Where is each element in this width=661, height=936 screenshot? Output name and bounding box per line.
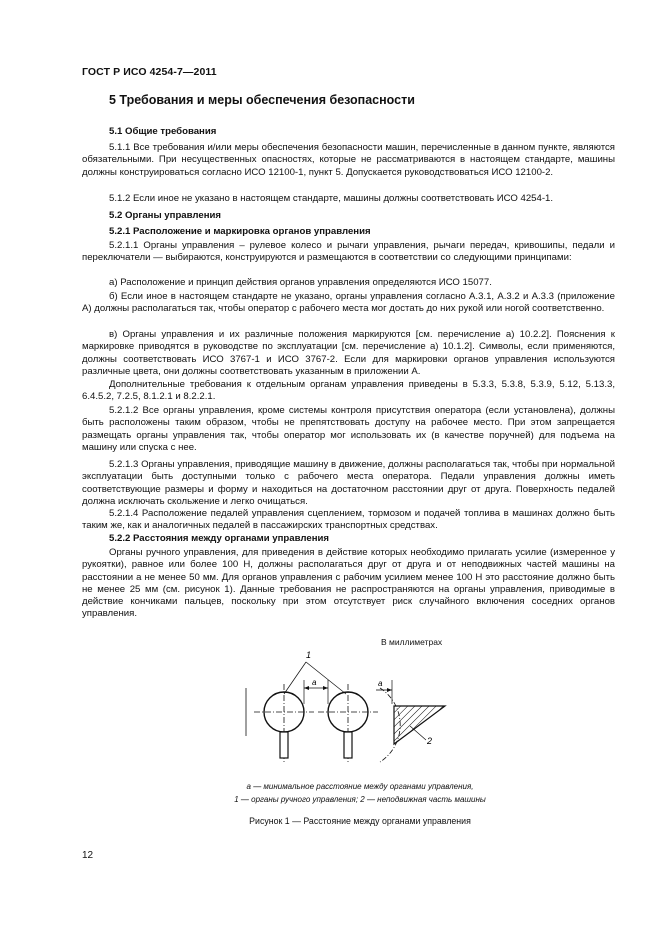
figure-legend-line-1: a — минимальное расстояние между органами управления, — [246, 782, 474, 791]
figure-1-diagram — [230, 636, 460, 771]
figure-unit-note: В миллиметрах — [381, 637, 443, 647]
label-1: 1 — [306, 650, 312, 660]
paragraph-5-1-1: 5.1.1 Все требования и/или меры обеспечения безопасности машин, перечисленные в данном пункте, являются обязательными. При несущественных опасностях, которые не рассматриваются в настоящем стандарте, машины должны конструироваться согласно ИСО 12100-1, пункт 5. Допускается руководствоваться ИСО 12100-2. — [82, 142, 615, 178]
fixed-machine-part — [394, 706, 445, 744]
paragraph-5-2-1-4: 5.2.1.4 Расположение педалей управления сцеплением, тормозом и подачей топлива в машинах должно быть таким же, как и аналогичных педалей в пассажирских транспортных средствах. — [82, 508, 615, 532]
page-number: 12 — [82, 850, 94, 861]
document-header: ГОСТ Р ИСО 4254-7—2011 — [82, 66, 217, 78]
dimension-label-a: a — [312, 678, 317, 687]
paragraph-5-1-2: 5.1.2 Если иное не указано в настоящем стандарте, машины должны соответствовать ИСО 4254-1. — [109, 193, 554, 204]
subsection-title-5-1: 5.1 Общие требования — [109, 126, 217, 137]
subsection-title-5-2: 5.2 Органы управления — [109, 210, 222, 221]
paragraph-5-2-2: Органы ручного управления, для приведения в действие которых необходимо прилагать усилие (измеренное у рукоятки), равное или более 100 Н, должны располагаться друг от друга и от неподвижных частей машины на расстоянии a не менее 50 мм. Для органов управления с рабочим усилием менее 100 Н это расстояние должно быть не менее 25 мм (см. рисунок 1). Данные требования не распространяются на органы управления, приводимые в действие кончиками пальцев, поскольку при этом отсутствует риск случайного включения соседних органов управления. — [82, 547, 615, 620]
list-item-a: а) Расположение и принцип действия органов управления определяются ИСО 15077. — [109, 277, 492, 288]
list-item-v: в) Органы управления и их различные положения маркируются [см. перечисление а) 10.2.2]. Пояснения к маркировке приводятся в руководстве по эксплуатации [см. перечисление а) 10.1.2]. Символы, если применяются, должны соответствовать ИСО 3767-1 и ИСО 3767-2. Если для маркировки органов управления используются различные цвета, они должны соответствовать указанным в приложении А. — [82, 329, 615, 377]
figure-caption: Рисунок 1 — Расстояние между органами управления — [249, 816, 471, 826]
figure-legend-line-2: 1 — органы ручного управления; 2 — неподвижная часть машины — [234, 795, 486, 804]
label-2: 2 — [427, 736, 433, 746]
list-item-b: б) Если иное в настоящем стандарте не указано, органы управления согласно А.3.1, А.3.2 и А.3.3 (приложение А) должны располагаться так, чтобы оператор с рабочего места мог достать до них рукой или ногой соответственно. — [82, 291, 615, 315]
dimension-label-a-2: a — [378, 679, 383, 688]
control-right — [318, 684, 378, 762]
section-title: 5 Требования и меры обеспечения безопасности — [109, 93, 415, 107]
subsection-title-5-2-1: 5.2.1 Расположение и маркировка органов управления — [109, 226, 371, 237]
paragraph-5-2-1-3: 5.2.1.3 Органы управления, приводящие машину в движение, должны располагаться так, чтобы при нормальной эксплуатации быть доступными только с рабочего места оператора. Педали управления должны иметь соответствующие размеры и форму и находиться на достаточном расстоянии друг от друга. Поверхность педалей должна исключать скольжение и легко очищаться. — [82, 459, 615, 507]
subsection-title-5-2-2: 5.2.2 Расстояния между органами управления — [109, 533, 329, 544]
paragraph-5-2-1-1: 5.2.1.1 Органы управления – рулевое колесо и рычаги управления, рычаги передач, кривошипы, педали и переключатели — выбираются, конструируются и размещаются в соответствии со следующими принципами: — [82, 240, 615, 264]
paragraph-5-2-1-2: 5.2.1.2 Все органы управления, кроме системы контроля присутствия оператора (если установлена), должны быть расположены таким образом, чтобы не препятствовать доступу на рабочее место. При этом запрещается размещать органы управления так, чтобы оператор мог использовать их (в качестве поручней) для подъема на машину или спуска с нее. — [82, 405, 615, 453]
paragraph-additional: Дополнительные требования к отдельным органам управления приведены в 5.3.3, 5.3.8, 5.3.9, 5.12, 5.13.3, 6.4.5.2, 7.2.5, 8.1.2.1 и 8.2.2.1. — [82, 379, 615, 403]
control-left — [254, 684, 314, 762]
